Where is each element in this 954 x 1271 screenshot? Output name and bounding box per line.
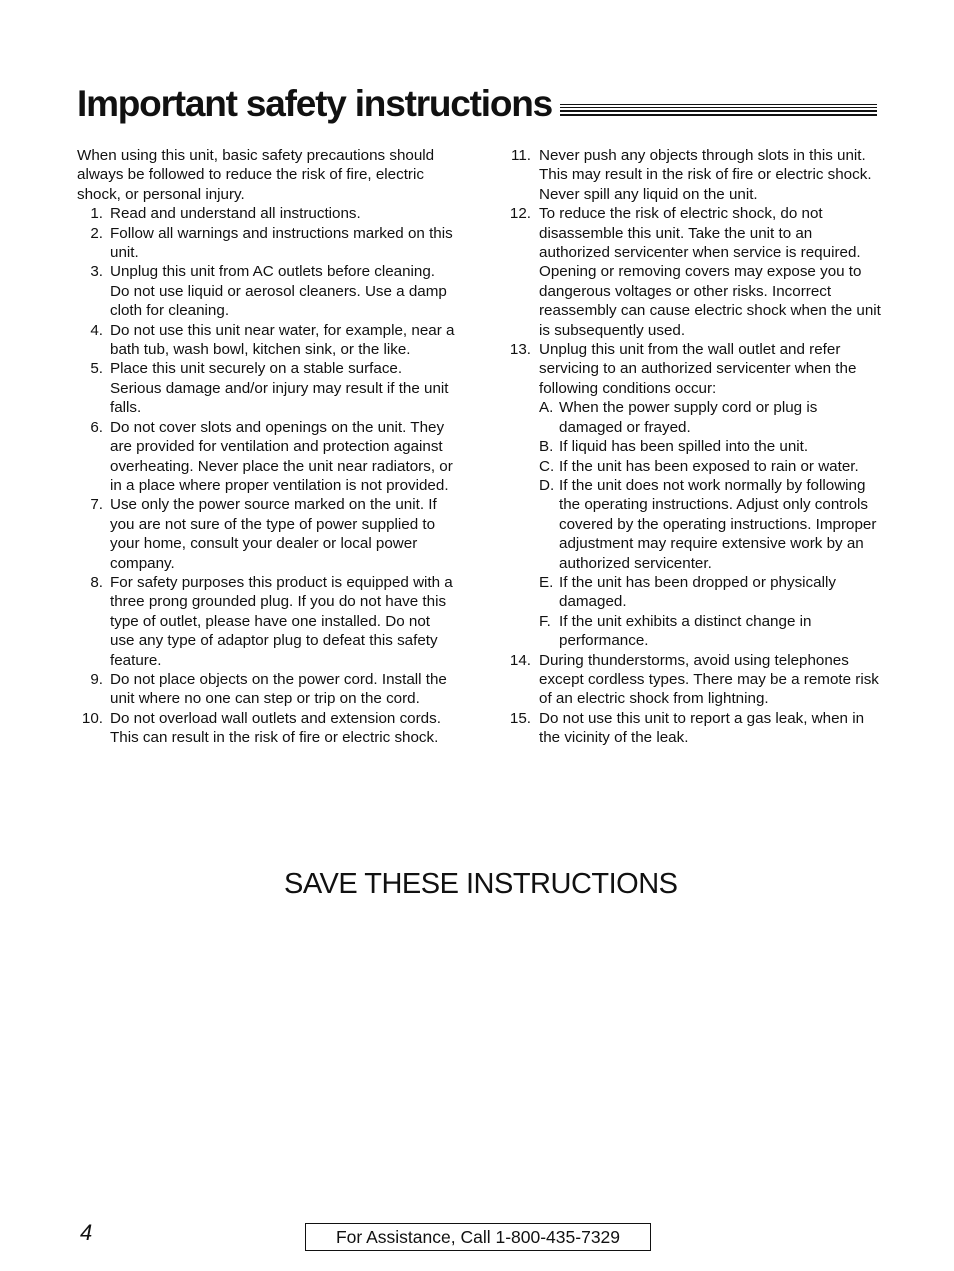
item-text: Never push any objects through slots in this unit. This may result in the risk of fire or electric shock. Never spill any liquid on the unit. — [539, 147, 872, 203]
item-text: Follow all warnings and instructions marked on this unit. — [110, 224, 453, 262]
item-number: 6. — [90, 418, 103, 436]
item-text: Read and understand all instructions. — [110, 205, 361, 223]
item-text: To reduce the risk of electric shock, do not disassemble this unit. Take the unit to an authorized servicenter when service is required. Opening or removing covers may expose you to dangerous voltages or other risks. Incorrect reassembly can cause electric shock when the unit is subsequently used. — [539, 205, 881, 339]
item-number: 12. — [509, 205, 531, 223]
item-number: 11. — [511, 147, 531, 164]
intro-paragraph: When using this unit, basic safety precautions should always be followed to reduce the risk of fire, electric shock, or personal injury. — [77, 147, 435, 203]
sub-item-text: If the unit exhibits a distinct change in performance. — [559, 612, 812, 650]
assistance-box: For Assistance, Call 1-800-435-7329 — [305, 1223, 651, 1251]
list-item — [503, 204, 883, 340]
sub-item-letter: F. — [539, 612, 551, 630]
list-item — [77, 204, 457, 223]
list-item — [77, 573, 457, 670]
page-number: 4 — [80, 1220, 93, 1245]
item-number: 10. — [81, 709, 103, 727]
sub-item-text: If the unit has been exposed to rain or water. — [559, 457, 859, 475]
item-text: Place this unit securely on a stable surface. Serious damage and/or injury may result if the unit falls. — [110, 360, 449, 417]
list-item — [503, 340, 883, 651]
instruction-list-left — [77, 204, 457, 747]
sub-list-item — [539, 476, 883, 573]
title-row — [77, 72, 877, 122]
sub-list-item — [539, 612, 883, 651]
item-number: 2. — [90, 224, 103, 242]
item-text: Do not use this unit near water, for example, near a bath tub, wash bowl, kitchen sink, or the like. — [110, 321, 455, 359]
condition-sublist — [539, 398, 883, 650]
list-item — [77, 262, 457, 320]
item-number: 3. — [90, 263, 103, 281]
item-text: Use only the power source marked on the unit. If you are not sure of the type of power supplied to your home, consult your dealer or local power company. — [110, 496, 437, 572]
sub-list-item — [539, 437, 883, 456]
list-item — [503, 651, 883, 709]
item-text: Do not cover slots and openings on the unit. They are provided for ventilation and protection against overheating. Never place the unit near radiators, or in a place where proper ventilation is not provided. — [110, 418, 453, 494]
item-number: 9. — [90, 670, 103, 688]
item-text: For safety purposes this product is equipped with a three prong grounded plug. If you do not have this type of outlet, please have one installed. Do not use any type of adaptor plug to defeat this safety feature. — [110, 573, 453, 669]
sub-item-letter: C. — [539, 457, 555, 475]
sub-item-text: If the unit has been dropped or physically damaged. — [559, 573, 836, 611]
item-number: 8. — [90, 573, 103, 591]
item-text: Unplug this unit from the wall outlet and refer servicing to an authorized servicenter when the following conditions occur: — [539, 341, 857, 397]
sub-item-text: If liquid has been spilled into the unit. — [559, 438, 809, 456]
item-number: 5. — [90, 360, 103, 378]
sub-list-item — [539, 398, 883, 437]
item-number: 4. — [90, 321, 103, 339]
sub-list-item — [539, 457, 883, 476]
item-number: 13. — [509, 341, 531, 359]
list-item — [503, 146, 883, 204]
page-title: Important safety instructions — [77, 83, 553, 124]
right-column — [503, 146, 883, 748]
list-item — [77, 418, 457, 496]
left-column — [77, 146, 457, 748]
item-text: Do not overload wall outlets and extension cords. This can result in the risk of fire or electric shock. — [110, 709, 441, 747]
title-rules — [560, 102, 877, 116]
sub-item-text: If the unit does not work normally by following the operating instructions. Adjust only controls covered by the operating instructions. Improper adjustment may require extensive work by an authorized servicenter. — [559, 476, 877, 572]
sub-item-letter: D. — [539, 476, 555, 494]
list-item — [503, 709, 883, 748]
instruction-list-right — [503, 146, 883, 748]
list-item — [77, 359, 457, 417]
list-item — [77, 224, 457, 263]
sub-item-letter: E. — [539, 573, 554, 591]
save-instructions-heading: SAVE THESE INSTRUCTIONS — [284, 868, 678, 900]
list-item — [77, 709, 457, 748]
item-number: 14. — [509, 651, 531, 669]
sub-item-letter: A. — [539, 399, 554, 417]
item-number: 1. — [90, 205, 103, 223]
list-item — [77, 321, 457, 360]
list-item — [77, 670, 457, 709]
sub-item-text: When the power supply cord or plug is damaged or frayed. — [559, 399, 818, 436]
item-text: Unplug this unit from AC outlets before cleaning. Do not use liquid or aerosol cleaners. Use a damp cloth for cleaning. — [110, 263, 447, 320]
item-text: During thunderstorms, avoid using telephones except cordless types. There may be a remote risk of an electric shock from lightning. — [539, 651, 879, 708]
item-text: Do not place objects on the power cord. Install the unit where no one can step or trip on the cord. — [110, 670, 447, 708]
sub-item-letter: B. — [539, 438, 554, 456]
sub-list-item — [539, 573, 883, 612]
list-item — [77, 495, 457, 573]
item-text: Do not use this unit to report a gas leak, when in the vicinity of the leak. — [539, 709, 865, 747]
item-number: 7. — [90, 496, 103, 514]
item-number: 15. — [509, 709, 531, 727]
